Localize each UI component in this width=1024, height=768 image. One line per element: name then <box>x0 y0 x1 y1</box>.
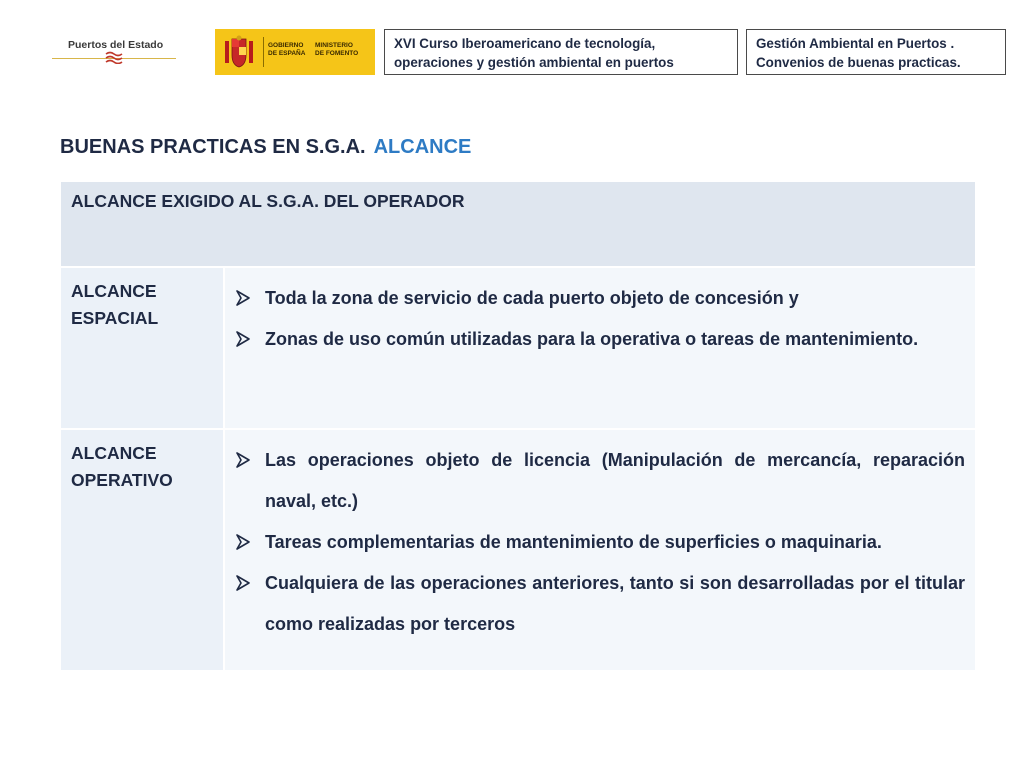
bullet-text: Las operaciones objeto de licencia (Manipulación de mercancía, reparación naval, etc.) <box>265 450 965 511</box>
row-label <box>61 430 225 670</box>
puertos-del-estado-logo <box>52 28 182 72</box>
wave-logo-icon <box>104 50 124 64</box>
title-accent: ALCANCE <box>373 136 472 158</box>
list-item <box>235 563 965 645</box>
list-item <box>235 278 965 319</box>
title-main: BUENAS PRACTICAS EN S.G.A. <box>60 136 366 158</box>
table-row-operativo <box>61 430 975 672</box>
row-label-line-1: ALCANCE <box>71 281 157 301</box>
row-label <box>61 268 225 428</box>
row-content <box>225 268 975 428</box>
ministerio-text: MINISTERIO DE FOMENTO <box>315 42 359 57</box>
bullet-text: Zonas de uso común utilizadas para la operativa o tareas de mantenimiento. <box>265 329 919 349</box>
table-row-espacial <box>61 268 975 430</box>
list-item <box>235 522 965 563</box>
row-label-line-2: ESPACIAL <box>71 308 159 328</box>
gobierno-text: GOBIERNO DE ESPAÑA <box>268 42 306 57</box>
table-header: ALCANCE EXIGIDO AL S.G.A. DEL OPERADOR <box>61 182 975 268</box>
topic-line-1: Gestión Ambiental en Puertos . <box>756 36 955 51</box>
list-item <box>235 440 965 522</box>
topic-header-box <box>746 29 1006 75</box>
list-item <box>235 319 965 360</box>
arrowhead-bullet-icon <box>235 440 265 473</box>
bullet-text: Toda la zona de servicio de cada puerto objeto de concesión y <box>265 288 799 308</box>
course-line-1: XVI Curso Iberoamericano de tecnología, <box>394 36 656 51</box>
arrowhead-bullet-icon <box>235 278 265 311</box>
scope-table <box>61 182 975 672</box>
gobierno-ministerio-logo <box>215 29 375 75</box>
topic-line-2: Convenios de buenas practicas. <box>756 55 961 70</box>
row-content <box>225 430 975 670</box>
arrowhead-bullet-icon <box>235 319 265 352</box>
logo-text: Puertos del Estado <box>68 39 164 51</box>
row-label-line-1: ALCANCE <box>71 443 157 463</box>
course-header-box <box>384 29 738 75</box>
slide-title <box>60 136 471 159</box>
bullet-text: Tareas complementarias de mantenimiento de superficies o maquinaria. <box>265 532 882 552</box>
arrowhead-bullet-icon <box>235 522 265 555</box>
coat-of-arms-icon <box>223 35 255 69</box>
logo-separator <box>263 37 264 67</box>
arrowhead-bullet-icon <box>235 563 265 596</box>
bullet-text: Cualquiera de las operaciones anteriores, tanto si son desarrolladas por el titular como realizadas por terceros <box>265 573 965 634</box>
row-label-line-2: OPERATIVO <box>71 470 173 490</box>
course-line-2: operaciones y gestión ambiental en puertos <box>394 55 674 70</box>
